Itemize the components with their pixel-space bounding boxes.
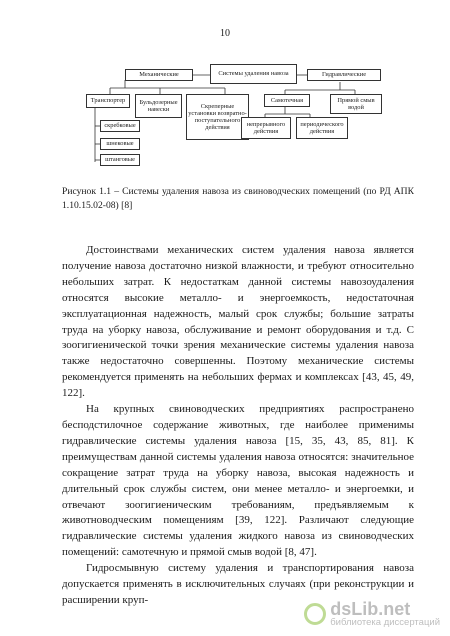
paragraph-1: Достоинствами механических систем удаления навоза является получение навоза достаточно низкой влажности, и требуют относительно небольших затрат. К недостаткам данной системы навозоудаления относятся высокие металло- и энергоемкость, недостаточная эксплуатационная надежность, малый срок службы; большие затраты труда на уборку навоза, обслуживание и ремонт оборудования и т.д. С зоогигиенической точки зрения механические системы удаления навоза также недостаточно совершенны. Поэтому механические системы рекомендуется применять на небольших фермах и комплексах [43, 45, 49, 122]. [62,244,414,400]
watermark-title: dsLib.net [330,599,411,619]
diagram-box-rod-type: штанговые [100,154,140,166]
diagram-connectors [0,0,450,180]
diagram-box-continuous: непрерывного действия [241,117,291,139]
body-text [62,243,414,609]
diagram-box-transporter: Транспортер [86,94,130,108]
page-number: 10 [220,28,230,39]
figure-caption: Рисунок 1.1 – Системы удаления навоза из свиноводческих помещений (по РД АПК 1.10.15.02-08) [8] [62,186,414,211]
diagram-box-direct-flush: Прямой смыв водой [330,94,382,114]
paragraph-3: Гидросмывную систему удаления и транспортирования навоза допускается применять в исключительных случаях (при реконструкции и расширении круп- [62,562,414,606]
watermark [304,600,440,628]
diagram-box-gravity: Самотечная [264,94,310,107]
paragraph-2: На крупных свиноводческих предприятиях распространено бесподстилочное содержание животных, где наиболее применимы гидравлические системы удаления навоза [15, 35, 43, 85, 81]. К преимуществам данной системы удаления навоза относятся: значительное сокращение затрат труда на уборку навоза, высокая надежность и длительный срок службы систем, они менее металло- и энергоемки, и отвечают зоогигиеническим требованиям, предъявляемым к животноводческим помещениям [39, 122]. Различают следующие гидравлические системы удаления жидкого навоза из свиноводческих помещений: самотечную и прямой смыв водой [8, 47]. [62,403,414,559]
diagram-box-scraper: Скреперные установки возвратно-поступательного действия [186,94,249,140]
diagram-box-mechanical: Механические [125,69,193,81]
diagram-box-periodic: периодического действия [296,117,348,139]
diagram-box-hydraulic: Гидравлические [307,69,381,81]
diagram-box-scraper-type: скребковые [100,120,140,132]
diagram-box-bulldozer: Бульдозерные навески [135,94,182,118]
diagram-box-root: Системы удаления навоза [210,64,297,84]
diagram-box-screw-type: шнековые [100,138,140,150]
watermark-logo-icon [304,603,326,625]
watermark-subtitle: библиотека диссертаций [330,617,440,628]
